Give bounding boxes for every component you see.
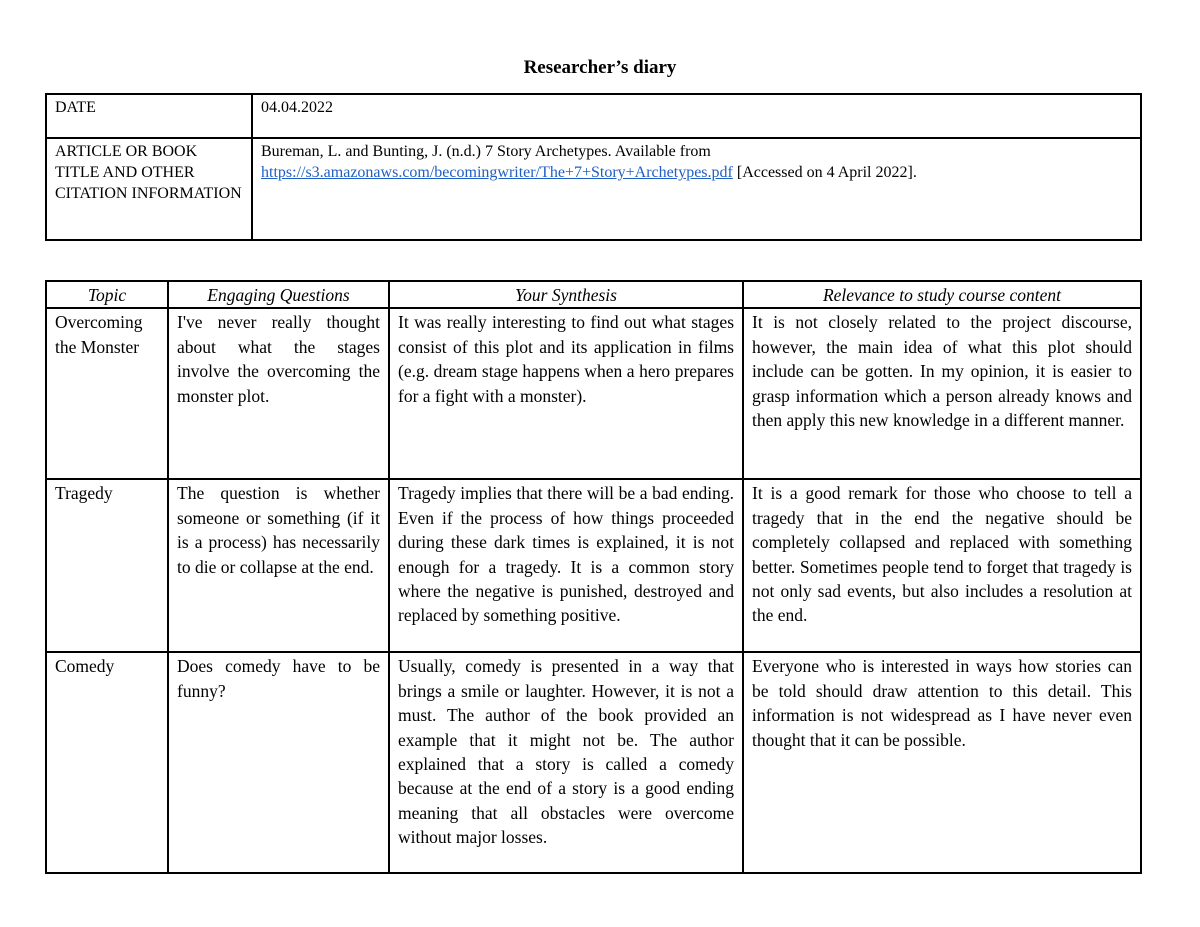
topic-cell: Comedy (46, 652, 168, 873)
document-title: Researcher’s diary (523, 57, 677, 78)
table-row (46, 308, 1141, 479)
table-row (46, 652, 1141, 873)
date-label: DATE (46, 94, 252, 138)
date-row (46, 94, 1141, 138)
citation-accessed: [Accessed on 4 April 2022]. (732, 164, 917, 181)
question-cell: I've never really thought about what the stages involve the overcoming the monster plot. (168, 308, 389, 479)
citation-value (252, 138, 1141, 240)
question-cell: The question is whether someone or something (if it is a process) has necessarily to die or collapse at the end. (168, 479, 389, 652)
date-value: 04.04.2022 (252, 94, 1141, 138)
table-row (46, 479, 1141, 652)
citation-text: Bureman, L. and Bunting, J. (n.d.) 7 Story Archetypes. Available from (261, 143, 711, 160)
citation-link[interactable]: https://s3.amazonaws.com/becomingwriter/The+7+Story+Archetypes.pdf (261, 164, 733, 181)
question-cell: Does comedy have to be funny? (168, 652, 389, 873)
header-topic: Topic (46, 281, 168, 308)
table-header-row (46, 281, 1141, 308)
relevance-cell: It is not closely related to the project discourse, however, the main idea of what this plot should include can be gotten. In my opinion, it is easier to grasp information which a person already knows and then apply this new knowledge in a different manner. (743, 308, 1141, 479)
header-relevance: Relevance to study course content (743, 281, 1141, 308)
citation-info-table (45, 93, 1142, 241)
citation-label: ARTICLE OR BOOK TITLE AND OTHER CITATION INFORMATION (46, 138, 252, 240)
relevance-cell: It is a good remark for those who choose to tell a tragedy that in the end the negative should be completely collapsed and replaced with something better. Sometimes people tend to forget that tragedy is not only sad events, but also includes a resolution at the end. (743, 479, 1141, 652)
synthesis-cell: Usually, comedy is presented in a way that brings a smile or laughter. However, it is not a must. The author of the book provided an example that it might not be. The author explained that a story is called a comedy because at the end of a story is a good ending meaning that all obstacles were overcome without major losses. (389, 652, 743, 873)
topic-cell: Overcoming the Monster (46, 308, 168, 479)
relevance-cell: Everyone who is interested in ways how stories can be told should draw attention to this detail. This information is not widespread as I have never even thought that it can be possible. (743, 652, 1141, 873)
synthesis-cell: Tragedy implies that there will be a bad ending. Even if the process of how things proceeded during these dark times is explained, it is not enough for a tragedy. It is a common story where the negative is punished, destroyed and replaced by something positive. (389, 479, 743, 652)
diary-table (45, 280, 1142, 874)
citation-row (46, 138, 1141, 240)
topic-cell: Tragedy (46, 479, 168, 652)
synthesis-cell: It was really interesting to find out what stages consist of this plot and its application in films (e.g. dream stage happens when a hero prepares for a fight with a monster). (389, 308, 743, 479)
header-engaging-questions: Engaging Questions (168, 281, 389, 308)
header-your-synthesis: Your Synthesis (389, 281, 743, 308)
